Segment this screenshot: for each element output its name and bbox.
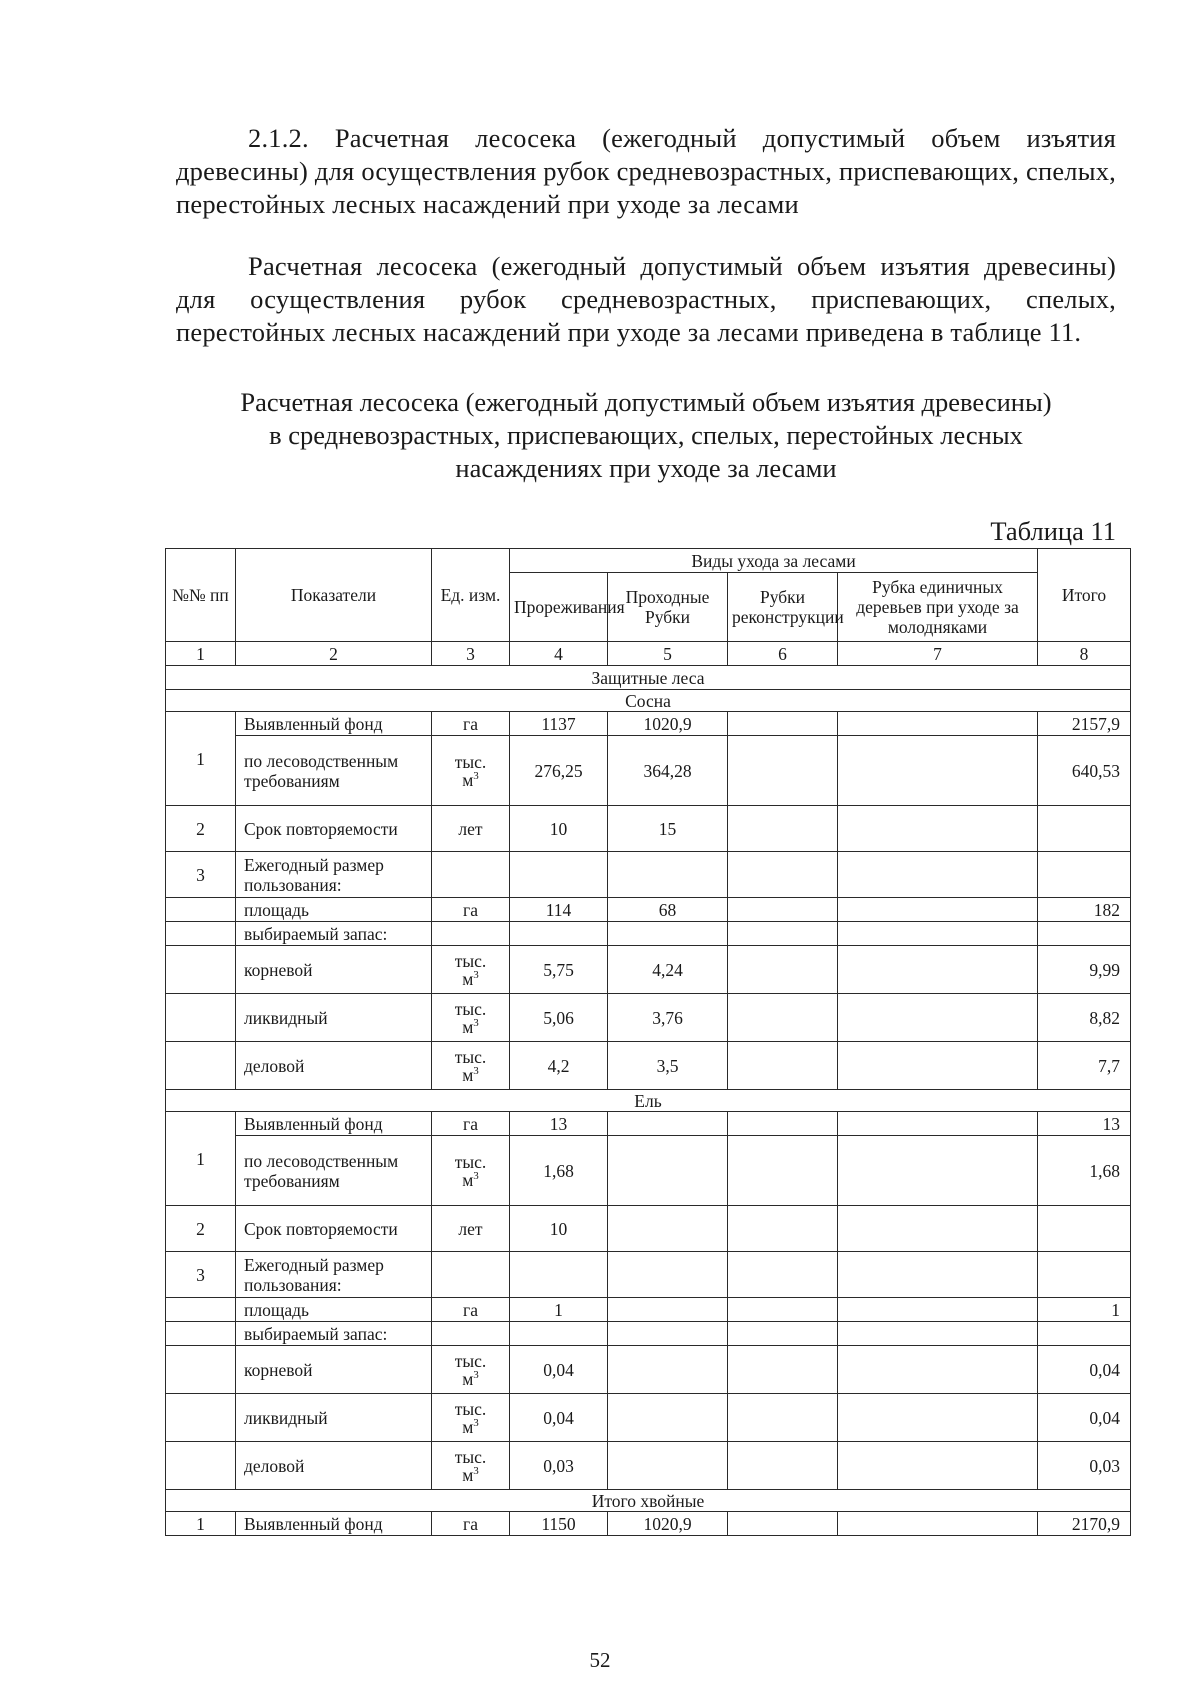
- cell-total: 7,7: [1038, 1042, 1131, 1090]
- row-num: [166, 994, 236, 1042]
- unit-m3: м: [462, 1368, 474, 1389]
- row-label: деловой: [236, 1042, 432, 1090]
- cell-passage: [608, 1442, 728, 1490]
- cell-passage: 1020,9: [608, 712, 728, 736]
- row-label: выбираемый запас:: [236, 1322, 432, 1346]
- subsection-pine: Сосна: [166, 690, 1131, 712]
- row-label: ликвидный: [236, 994, 432, 1042]
- col-number: 3: [432, 642, 510, 666]
- header-row-group: [166, 549, 1131, 573]
- cell-total: 2157,9: [1038, 712, 1131, 736]
- col-number: 5: [608, 642, 728, 666]
- row-unit: [432, 994, 510, 1042]
- unit-m3-power: 3: [473, 1368, 479, 1381]
- column-number-row: [166, 642, 1131, 666]
- row-num: [166, 898, 236, 922]
- cell-passage: [608, 1322, 728, 1346]
- cell-thinning: 1: [510, 1298, 608, 1322]
- cell-thinning: 13: [510, 1112, 608, 1136]
- cell-reconstruction: [728, 1346, 838, 1394]
- unit-thousand: тыс.: [454, 1446, 487, 1467]
- row-unit: [432, 852, 510, 898]
- cell-passage: [608, 1252, 728, 1298]
- row-unit: га: [432, 1112, 510, 1136]
- row-unit: [432, 1042, 510, 1090]
- caption-line-1: Расчетная лесосека (ежегодный допустимый объем изъятия древесины): [240, 387, 1052, 417]
- cell-passage: 15: [608, 806, 728, 852]
- section-heading: 2.1.2. Расчетная лесосека (ежегодный допустимый объем изъятия древесины) для осуществления рубок средневозрастных, приспевающих, спелых, перестойных лесных насаждений при уходе за лесами: [176, 123, 1116, 219]
- row-num: [166, 1322, 236, 1346]
- cell-total: [1038, 1252, 1131, 1298]
- cell-single-tree: [838, 852, 1038, 898]
- table-row: [166, 898, 1131, 922]
- header-total: Итого: [1038, 549, 1131, 642]
- cell-passage: [608, 1346, 728, 1394]
- cell-thinning: [510, 852, 608, 898]
- row-unit: [432, 1442, 510, 1490]
- header-num: №№ пп: [166, 549, 236, 642]
- subsection-row: [166, 1090, 1131, 1112]
- row-unit: [432, 922, 510, 946]
- row-num: [166, 1042, 236, 1090]
- unit-m3-power: 3: [473, 968, 479, 981]
- cell-thinning: 0,03: [510, 1442, 608, 1490]
- cell-single-tree: [838, 1252, 1038, 1298]
- row-label: Срок повторяемости: [236, 806, 432, 852]
- cell-passage: [608, 1394, 728, 1442]
- unit-thousand: тыс.: [454, 998, 487, 1019]
- row-label: площадь: [236, 898, 432, 922]
- row-unit: га: [432, 1512, 510, 1536]
- row-unit: га: [432, 1298, 510, 1322]
- table-caption: [176, 386, 1116, 485]
- row-num: [166, 922, 236, 946]
- row-unit: [432, 1394, 510, 1442]
- table-row: [166, 1112, 1131, 1136]
- subsection-conifer-total: Итого хвойные: [166, 1490, 1131, 1512]
- row-label: ликвидный: [236, 1394, 432, 1442]
- unit-m3-power: 3: [473, 1416, 479, 1429]
- row-label: площадь: [236, 1298, 432, 1322]
- unit-thousand: тыс.: [454, 1350, 487, 1371]
- cell-single-tree: [838, 1136, 1038, 1206]
- section-protective-forests: Защитные леса: [166, 666, 1131, 690]
- cell-reconstruction: [728, 1298, 838, 1322]
- cell-single-tree: [838, 1394, 1038, 1442]
- row-num: 3: [166, 1252, 236, 1298]
- cell-passage: [608, 1298, 728, 1322]
- col-number: 6: [728, 642, 838, 666]
- cell-reconstruction: [728, 898, 838, 922]
- cell-thinning: 1137: [510, 712, 608, 736]
- table-row: [166, 1512, 1131, 1536]
- cell-single-tree: [838, 946, 1038, 994]
- cell-reconstruction: [728, 852, 838, 898]
- cell-reconstruction: [728, 1112, 838, 1136]
- unit-m3: м: [462, 968, 474, 989]
- row-unit: [432, 736, 510, 806]
- cell-thinning: 1,68: [510, 1136, 608, 1206]
- row-unit: лет: [432, 806, 510, 852]
- row-unit: [432, 1252, 510, 1298]
- subsection-row: [166, 1490, 1131, 1512]
- unit-thousand: тыс.: [454, 1151, 487, 1172]
- unit-m3: м: [462, 769, 474, 790]
- cell-reconstruction: [728, 712, 838, 736]
- row-label: Срок повторяемости: [236, 1206, 432, 1252]
- unit-thousand: тыс.: [454, 751, 487, 772]
- row-label: Ежегодный размер пользования:: [236, 852, 432, 898]
- table-row: [166, 806, 1131, 852]
- page-number: 52: [589, 1648, 611, 1672]
- cell-reconstruction: [728, 806, 838, 852]
- unit-thousand: тыс.: [454, 1398, 487, 1419]
- row-unit: [432, 1322, 510, 1346]
- cell-total: 8,82: [1038, 994, 1131, 1042]
- cell-total: [1038, 1322, 1131, 1346]
- row-unit: [432, 1346, 510, 1394]
- body-paragraph: Расчетная лесосека (ежегодный допустимый объем изъятия древесины) для осуществления рубок средневозрастных, приспевающих, спелых, перестойных лесных насаждений при уходе за лесами приведена в таблице 11.: [176, 251, 1116, 347]
- unit-m3: м: [462, 1464, 474, 1485]
- row-label: по лесоводственным требованиям: [236, 736, 432, 806]
- row-label: корневой: [236, 946, 432, 994]
- cell-passage: 68: [608, 898, 728, 922]
- cell-thinning: [510, 1252, 608, 1298]
- cell-thinning: 10: [510, 1206, 608, 1252]
- row-num: 2: [166, 1206, 236, 1252]
- cell-reconstruction: [728, 1512, 838, 1536]
- cell-single-tree: [838, 1346, 1038, 1394]
- cell-passage: [608, 1136, 728, 1206]
- row-num: [166, 1442, 236, 1490]
- row-label: выбираемый запас:: [236, 922, 432, 946]
- cell-total: 13: [1038, 1112, 1131, 1136]
- table-row: [166, 946, 1131, 994]
- cell-reconstruction: [728, 1206, 838, 1252]
- cell-total: 9,99: [1038, 946, 1131, 994]
- row-label: Выявленный фонд: [236, 1112, 432, 1136]
- cell-single-tree: [838, 1112, 1038, 1136]
- table-row: [166, 994, 1131, 1042]
- header-passage-cutting: Проходные Рубки: [608, 573, 728, 642]
- cell-single-tree: [838, 806, 1038, 852]
- row-num: 2: [166, 806, 236, 852]
- cell-passage: 3,76: [608, 994, 728, 1042]
- table-row: [166, 1206, 1131, 1252]
- cell-single-tree: [838, 1442, 1038, 1490]
- table-row: [166, 1252, 1131, 1298]
- header-indicator: Показатели: [236, 549, 432, 642]
- cell-total: 1,68: [1038, 1136, 1131, 1206]
- caption-line-2: в средневозрастных, приспевающих, спелых, перестойных лесных: [269, 420, 1023, 450]
- cell-total: 0,04: [1038, 1394, 1131, 1442]
- unit-m3-power: 3: [473, 1064, 479, 1077]
- table-row: [166, 1442, 1131, 1490]
- cell-reconstruction: [728, 736, 838, 806]
- table-row: [166, 712, 1131, 736]
- cell-single-tree: [838, 712, 1038, 736]
- cell-single-tree: [838, 994, 1038, 1042]
- row-unit: [432, 946, 510, 994]
- unit-m3-power: 3: [473, 1016, 479, 1029]
- cell-reconstruction: [728, 1442, 838, 1490]
- unit-m3-power: 3: [473, 1464, 479, 1477]
- cell-passage: 4,24: [608, 946, 728, 994]
- unit-m3-power: 3: [473, 1169, 479, 1182]
- cell-reconstruction: [728, 994, 838, 1042]
- cell-single-tree: [838, 736, 1038, 806]
- cell-single-tree: [838, 898, 1038, 922]
- table-row: [166, 922, 1131, 946]
- row-label: по лесоводственным требованиям: [236, 1136, 432, 1206]
- cell-total: 182: [1038, 898, 1131, 922]
- col-number: 4: [510, 642, 608, 666]
- header-unit: Ед. изм.: [432, 549, 510, 642]
- cell-reconstruction: [728, 1394, 838, 1442]
- row-label: корневой: [236, 1346, 432, 1394]
- subsection-spruce: Ель: [166, 1090, 1131, 1112]
- table-row: [166, 1042, 1131, 1090]
- logging-table: [165, 548, 1131, 1536]
- header-reconstruction: Рубки реконструкции: [728, 573, 838, 642]
- cell-passage: 1020,9: [608, 1512, 728, 1536]
- cell-thinning: 114: [510, 898, 608, 922]
- cell-total: [1038, 806, 1131, 852]
- cell-total: 2170,9: [1038, 1512, 1131, 1536]
- unit-thousand: тыс.: [454, 950, 487, 971]
- table-row: [166, 1394, 1131, 1442]
- table-row: [166, 1346, 1131, 1394]
- unit-m3: м: [462, 1169, 474, 1190]
- row-unit: лет: [432, 1206, 510, 1252]
- row-num: 1: [166, 712, 236, 806]
- row-num: [166, 1298, 236, 1322]
- row-label: Выявленный фонд: [236, 712, 432, 736]
- table-row: [166, 852, 1131, 898]
- row-label: Ежегодный размер пользования:: [236, 1252, 432, 1298]
- cell-single-tree: [838, 1512, 1038, 1536]
- row-label: Выявленный фонд: [236, 1512, 432, 1536]
- cell-single-tree: [838, 1298, 1038, 1322]
- cell-total: 0,04: [1038, 1346, 1131, 1394]
- cell-reconstruction: [728, 1136, 838, 1206]
- row-num: [166, 946, 236, 994]
- table-row: [166, 1322, 1131, 1346]
- cell-single-tree: [838, 1206, 1038, 1252]
- unit-m3: м: [462, 1416, 474, 1437]
- row-num: 1: [166, 1112, 236, 1206]
- unit-m3: м: [462, 1016, 474, 1037]
- cell-thinning: 276,25: [510, 736, 608, 806]
- row-unit: [432, 1136, 510, 1206]
- cell-reconstruction: [728, 1322, 838, 1346]
- cell-thinning: 5,75: [510, 946, 608, 994]
- table-row: [166, 1298, 1131, 1322]
- row-unit: га: [432, 898, 510, 922]
- caption-line-3: насаждениях при уходе за лесами: [455, 453, 837, 483]
- cell-passage: [608, 1206, 728, 1252]
- header-single-tree-cutting: Рубка единичных деревьев при уходе за молодняками: [838, 573, 1038, 642]
- col-number: 2: [236, 642, 432, 666]
- cell-single-tree: [838, 1042, 1038, 1090]
- cell-total: 0,03: [1038, 1442, 1131, 1490]
- cell-passage: [608, 852, 728, 898]
- cell-total: [1038, 922, 1131, 946]
- cell-thinning: 10: [510, 806, 608, 852]
- cell-thinning: 1150: [510, 1512, 608, 1536]
- unit-m3: м: [462, 1064, 474, 1085]
- cell-thinning: [510, 1322, 608, 1346]
- cell-single-tree: [838, 1322, 1038, 1346]
- cell-thinning: [510, 922, 608, 946]
- cell-passage: 364,28: [608, 736, 728, 806]
- cell-single-tree: [838, 922, 1038, 946]
- cell-passage: [608, 1112, 728, 1136]
- cell-reconstruction: [728, 946, 838, 994]
- subsection-row: [166, 690, 1131, 712]
- cell-thinning: 4,2: [510, 1042, 608, 1090]
- cell-passage: 3,5: [608, 1042, 728, 1090]
- col-number: 1: [166, 642, 236, 666]
- cell-thinning: 0,04: [510, 1394, 608, 1442]
- unit-thousand: тыс.: [454, 1046, 487, 1067]
- cell-total: [1038, 852, 1131, 898]
- table-label: Таблица 11: [990, 516, 1116, 546]
- table-row: [166, 736, 1131, 806]
- col-number: 7: [838, 642, 1038, 666]
- row-num: 3: [166, 852, 236, 898]
- col-number: 8: [1038, 642, 1131, 666]
- cell-total: [1038, 1206, 1131, 1252]
- cell-reconstruction: [728, 1252, 838, 1298]
- header-thinning: Прореживания: [510, 573, 608, 642]
- table-row: [166, 1136, 1131, 1206]
- section-row: [166, 666, 1131, 690]
- row-num: [166, 1346, 236, 1394]
- row-num: [166, 1394, 236, 1442]
- unit-m3-power: 3: [473, 769, 479, 782]
- cell-reconstruction: [728, 922, 838, 946]
- cell-reconstruction: [728, 1042, 838, 1090]
- row-unit: га: [432, 712, 510, 736]
- row-label: деловой: [236, 1442, 432, 1490]
- row-num: 1: [166, 1512, 236, 1536]
- cell-thinning: 5,06: [510, 994, 608, 1042]
- cell-thinning: 0,04: [510, 1346, 608, 1394]
- cell-passage: [608, 922, 728, 946]
- cell-total: 640,53: [1038, 736, 1131, 806]
- cell-total: 1: [1038, 1298, 1131, 1322]
- header-group: Виды ухода за лесами: [510, 549, 1038, 573]
